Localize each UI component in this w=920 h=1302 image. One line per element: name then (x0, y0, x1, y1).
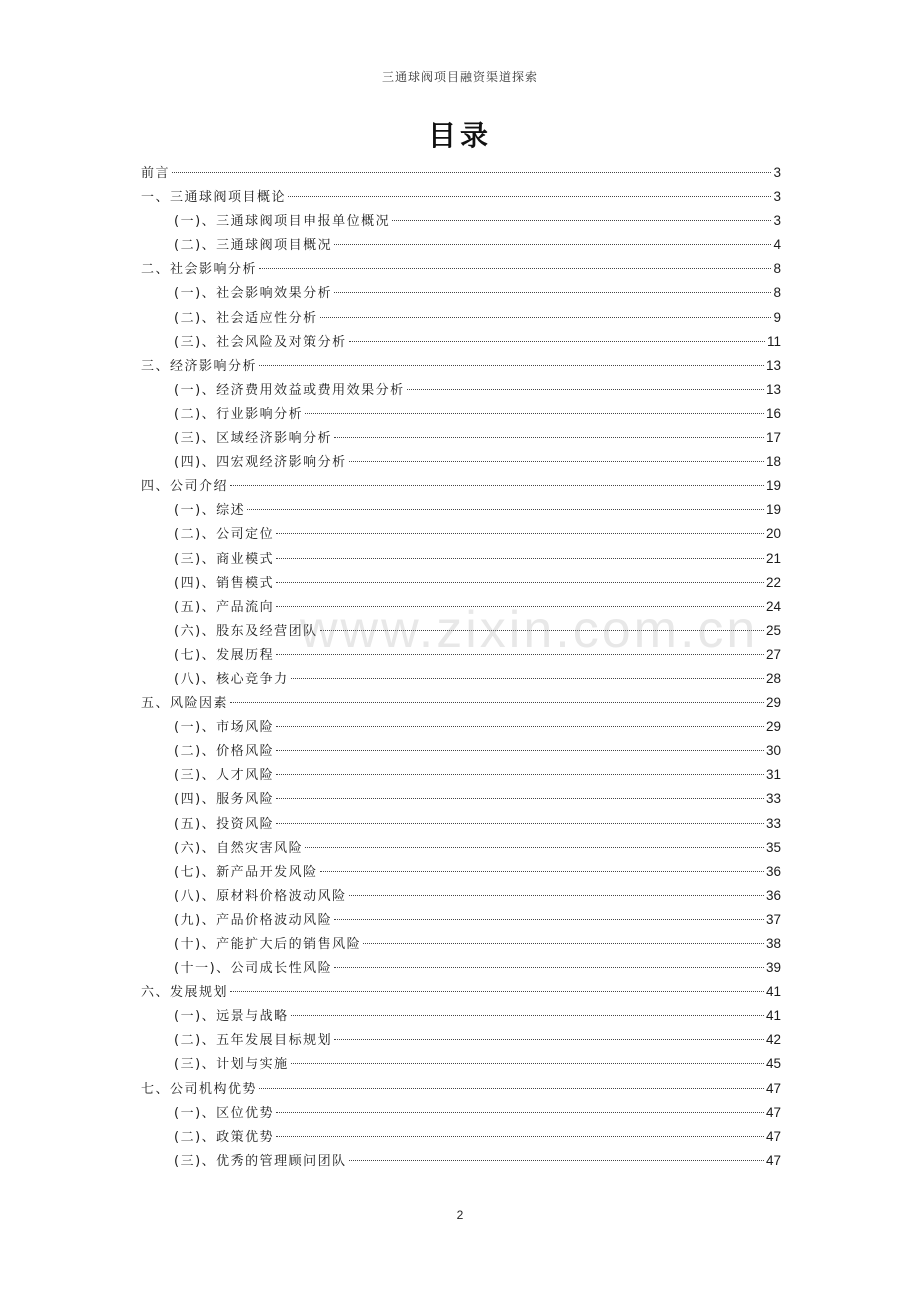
table-of-contents (141, 161, 781, 1173)
toc-entry-page: 41 (765, 1008, 781, 1024)
toc-entry[interactable] (141, 209, 781, 233)
toc-entry-label: (三)、人才风险 (174, 768, 275, 784)
toc-leader-dots (276, 798, 764, 799)
toc-entry-page: 24 (765, 598, 781, 614)
toc-entry-page: 28 (765, 670, 781, 686)
toc-entry[interactable] (141, 932, 781, 956)
toc-entry-label: 三、经济影响分析 (141, 358, 258, 374)
toc-entry[interactable] (141, 378, 781, 402)
toc-entry-page: 30 (765, 743, 781, 759)
toc-entry[interactable] (141, 860, 781, 884)
toc-leader-dots (276, 558, 764, 559)
toc-entry-page: 37 (765, 911, 781, 927)
toc-leader-dots (349, 461, 764, 462)
toc-entry-label: 前言 (141, 166, 171, 181)
page-title: 目录 (427, 119, 492, 152)
toc-entry-page: 45 (765, 1056, 781, 1072)
toc-entry-label: 四、公司介绍 (141, 479, 229, 495)
toc-entry-label: (四)、服务风险 (174, 792, 275, 808)
toc-entry[interactable] (141, 547, 781, 571)
toc-entry[interactable] (141, 1077, 781, 1101)
toc-entry[interactable] (141, 739, 781, 763)
toc-entry-label: (二)、五年发展目标规划 (174, 1033, 333, 1049)
toc-entry[interactable] (141, 402, 781, 426)
toc-entry-label: (七)、新产品开发风险 (174, 864, 318, 880)
toc-entry-page: 22 (765, 574, 781, 590)
toc-leader-dots (305, 413, 764, 414)
running-header: 三通球阀项目融资渠道探索 (381, 70, 538, 84)
toc-entry[interactable] (141, 330, 781, 354)
toc-entry[interactable] (141, 1149, 781, 1173)
toc-entry-page: 27 (765, 646, 781, 662)
toc-entry-page: 25 (765, 622, 781, 638)
toc-leader-dots (349, 895, 764, 896)
toc-entry-label: (八)、原材料价格波动风险 (174, 888, 347, 904)
toc-entry-page: 33 (765, 815, 781, 831)
toc-entry-label: (一)、区位优势 (174, 1105, 275, 1121)
toc-entry-label: (三)、区域经济影响分析 (174, 431, 333, 447)
toc-leader-dots (407, 389, 764, 390)
toc-entry-label: (三)、商业模式 (174, 551, 275, 567)
toc-leader-dots (276, 606, 764, 607)
toc-leader-dots (392, 220, 771, 221)
toc-entry[interactable] (141, 643, 781, 667)
toc-entry-page: 16 (765, 405, 781, 421)
toc-entry[interactable] (141, 691, 781, 715)
toc-leader-dots (172, 172, 771, 173)
toc-entry-label: (三)、社会风险及对策分析 (174, 334, 347, 350)
toc-entry-page: 19 (765, 478, 781, 494)
toc-leader-dots (230, 702, 764, 703)
toc-entry-page: 3 (773, 165, 781, 180)
toc-entry[interactable] (141, 836, 781, 860)
toc-entry-page: 35 (765, 839, 781, 855)
toc-entry-page: 17 (765, 430, 781, 446)
toc-entry-label: (一)、市场风险 (174, 720, 275, 736)
toc-leader-dots (276, 582, 764, 583)
toc-leader-dots (334, 967, 764, 968)
toc-entry-label: (一)、经济费用效益或费用效果分析 (174, 382, 405, 398)
toc-entry[interactable] (141, 763, 781, 787)
toc-entry[interactable] (141, 619, 781, 643)
toc-entry[interactable] (141, 426, 781, 450)
toc-entry-page: 38 (765, 936, 781, 951)
toc-entry-label: (一)、远景与战略 (174, 1009, 289, 1025)
toc-leader-dots (334, 919, 764, 920)
toc-entry[interactable] (141, 1004, 781, 1028)
toc-entry-page: 18 (765, 454, 781, 470)
toc-entry[interactable] (141, 233, 781, 257)
toc-entry[interactable] (141, 281, 781, 305)
toc-leader-dots (349, 341, 765, 342)
toc-entry-label: (四)、四宏观经济影响分析 (174, 455, 347, 471)
toc-leader-dots (334, 1039, 764, 1040)
toc-entry-label: (三)、优秀的管理顾问团队 (174, 1153, 347, 1169)
toc-entry[interactable] (141, 522, 781, 546)
toc-entry[interactable] (141, 956, 781, 980)
toc-entry-page: 36 (765, 887, 781, 903)
toc-entry-page: 29 (765, 719, 781, 735)
toc-leader-dots (276, 726, 764, 727)
toc-entry-page: 47 (765, 1152, 781, 1168)
toc-leader-dots (276, 750, 764, 751)
toc-entry-page: 36 (765, 863, 781, 879)
toc-entry-page: 31 (765, 767, 781, 783)
toc-entry-page: 3 (773, 189, 781, 205)
toc-leader-dots (320, 871, 764, 872)
toc-entry-label: (六)、自然灾害风险 (174, 840, 304, 856)
toc-leader-dots (305, 847, 764, 848)
toc-entry-label: 六、发展规划 (141, 985, 229, 1001)
toc-entry-page: 4 (773, 237, 781, 253)
toc-entry[interactable] (141, 571, 781, 595)
toc-leader-dots (247, 509, 764, 510)
toc-entry-page: 8 (773, 261, 781, 277)
toc-entry-label: (二)、价格风险 (174, 744, 275, 760)
toc-entry-label: (二)、行业影响分析 (174, 406, 304, 422)
toc-entry-label: (一)、综述 (174, 503, 246, 519)
toc-entry-label: (七)、发展历程 (174, 647, 275, 663)
toc-entry[interactable] (141, 715, 781, 739)
toc-entry-label: (一)、社会影响效果分析 (174, 286, 333, 302)
toc-entry-label: (六)、股东及经营团队 (174, 623, 318, 639)
toc-entry-page: 21 (765, 550, 781, 566)
toc-entry-label: (一)、三通球阀项目申报单位概况 (174, 214, 391, 230)
toc-leader-dots (320, 630, 764, 631)
toc-entry-label: (八)、核心竞争力 (174, 671, 289, 687)
toc-entry[interactable] (141, 884, 781, 908)
watermark: www.zixin.com.cn (300, 601, 759, 659)
toc-entry-page: 47 (765, 1080, 781, 1096)
toc-entry-page: 47 (765, 1128, 781, 1144)
toc-entry-page: 8 (773, 285, 781, 301)
toc-entry-label: (二)、三通球阀项目概况 (174, 238, 333, 254)
toc-leader-dots (276, 1112, 764, 1113)
toc-entry-label: (十)、产能扩大后的销售风险 (174, 937, 362, 952)
toc-leader-dots (259, 365, 764, 366)
toc-entry-label: (五)、产品流向 (174, 599, 275, 615)
toc-entry[interactable] (141, 354, 781, 378)
toc-entry[interactable] (141, 1052, 781, 1076)
toc-entry-label: (五)、投资风险 (174, 816, 275, 832)
toc-entry[interactable] (141, 787, 781, 811)
toc-entry-page: 11 (766, 333, 781, 349)
toc-entry-page: 19 (765, 502, 781, 518)
toc-entry[interactable] (141, 306, 781, 330)
toc-entry-page: 13 (765, 381, 781, 397)
toc-entry-label: (四)、销售模式 (174, 575, 275, 591)
toc-leader-dots (334, 292, 771, 293)
toc-leader-dots (349, 1160, 764, 1161)
toc-entry[interactable] (141, 498, 781, 522)
toc-entry[interactable] (141, 257, 781, 281)
toc-entry[interactable] (141, 980, 781, 1004)
toc-leader-dots (259, 1088, 764, 1089)
toc-entry-page: 41 (765, 984, 781, 1000)
toc-entry-page: 13 (765, 357, 781, 373)
toc-entry-page: 47 (765, 1104, 781, 1120)
toc-entry-label: 五、风险因素 (141, 696, 229, 712)
toc-entry[interactable] (141, 908, 781, 932)
toc-leader-dots (276, 774, 764, 775)
toc-leader-dots (230, 991, 764, 992)
toc-entry-label: 一、三通球阀项目概论 (141, 190, 287, 206)
toc-entry-page: 33 (765, 791, 781, 807)
toc-leader-dots (334, 437, 764, 438)
toc-entry-label: (二)、政策优势 (174, 1129, 275, 1145)
toc-leader-dots (291, 678, 764, 679)
toc-entry-page: 3 (773, 213, 781, 229)
toc-entry[interactable] (141, 595, 781, 619)
toc-entry-label: (三)、计划与实施 (174, 1057, 289, 1073)
toc-leader-dots (320, 317, 772, 318)
toc-leader-dots (230, 485, 764, 486)
toc-entry-label: 二、社会影响分析 (141, 262, 258, 278)
toc-entry[interactable] (141, 1028, 781, 1052)
toc-leader-dots (276, 1136, 764, 1137)
toc-entry-label: (二)、社会适应性分析 (174, 310, 318, 326)
toc-entry[interactable] (141, 1125, 781, 1149)
toc-entry-label: (十一)、公司成长性风险 (174, 961, 333, 977)
toc-entry[interactable] (141, 812, 781, 836)
toc-entry[interactable] (141, 667, 781, 691)
toc-leader-dots (259, 268, 771, 269)
toc-entry[interactable] (141, 450, 781, 474)
toc-entry-label: 七、公司机构优势 (141, 1081, 258, 1097)
toc-entry[interactable] (141, 1101, 781, 1125)
toc-leader-dots (288, 196, 771, 197)
toc-leader-dots (291, 1015, 764, 1016)
toc-leader-dots (276, 533, 764, 534)
toc-leader-dots (291, 1063, 764, 1064)
toc-entry-label: (九)、产品价格波动风险 (174, 912, 333, 928)
toc-entry-page: 29 (765, 695, 781, 711)
toc-leader-dots (276, 823, 764, 824)
toc-leader-dots (363, 943, 764, 944)
toc-leader-dots (276, 654, 764, 655)
toc-entry-label: (二)、公司定位 (174, 527, 275, 543)
toc-entry-page: 20 (765, 526, 781, 542)
toc-entry[interactable] (141, 185, 781, 209)
page-number: 2 (456, 1208, 464, 1222)
toc-entry[interactable] (141, 161, 781, 185)
toc-entry-page: 39 (765, 960, 781, 976)
toc-entry-page: 9 (773, 309, 781, 325)
toc-entry[interactable] (141, 474, 781, 498)
toc-entry-page: 42 (765, 1032, 781, 1048)
toc-leader-dots (334, 244, 771, 245)
